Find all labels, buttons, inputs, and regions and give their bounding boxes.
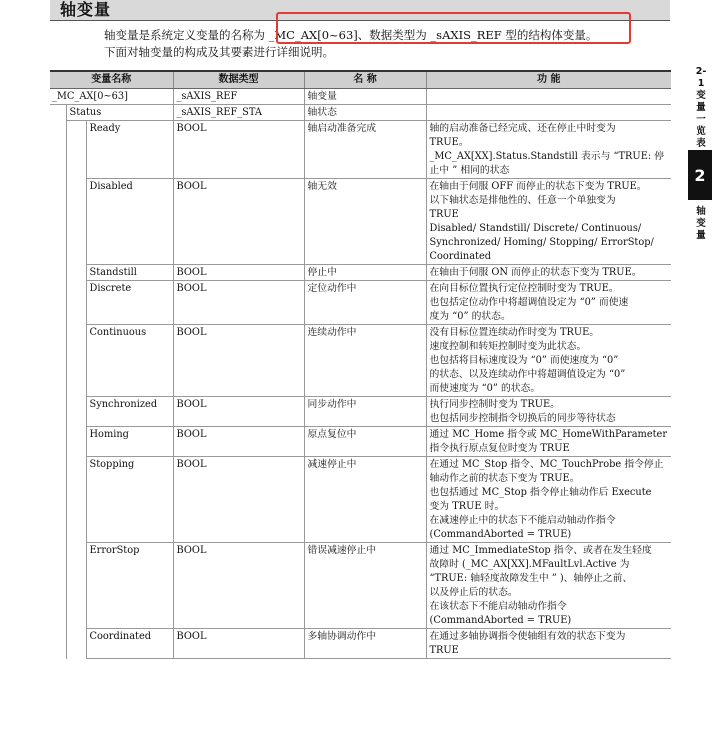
function-cell (426, 105, 671, 121)
function-line: 也包括将目标速度设为 “0” 而使速度为 “0” (429, 355, 619, 366)
header-function: 功 能 (426, 71, 671, 89)
function-line: (CommandAborted = TRUE) (429, 615, 572, 626)
function-line: _MC_AX[XX].Status.Standstill 表示与 “TRUE: 停 (429, 151, 665, 162)
function-line: 执行同步控制时变为 TRUE。 (429, 399, 560, 410)
table-row (50, 281, 671, 325)
indent-cell (50, 629, 66, 659)
data-type-cell: _sAXIS_REF (173, 89, 304, 105)
function-line: 通过 MC_Home 指令或 MC_HomeWithParameter (429, 429, 668, 440)
function-cell (426, 121, 671, 179)
indent-cell (66, 265, 86, 281)
data-type-cell: BOOL (173, 457, 304, 543)
function-line: 指令执行原点复位时变为 TRUE (429, 443, 570, 454)
function-cell (426, 427, 671, 457)
function-line: 轴动作之前的状态下变为 TRUE。 (429, 473, 580, 484)
axis-variable-table (50, 70, 671, 659)
data-type-cell: BOOL (173, 397, 304, 427)
variable-name-cell: Synchronized (86, 397, 173, 427)
indent-cell (66, 543, 86, 629)
data-type-cell: BOOL (173, 121, 304, 179)
name-cell: 轴无效 (304, 179, 426, 265)
table-row (50, 121, 671, 179)
function-line: 在轴由于伺服 ON 而停止的状态下变为 TRUE。 (429, 267, 642, 278)
function-line: 以及停止后的状态。 (429, 587, 518, 598)
header-name: 名 称 (304, 71, 426, 89)
indent-cell (66, 325, 86, 397)
table-row (50, 543, 671, 629)
table-header-row (50, 71, 671, 89)
function-cell (426, 281, 671, 325)
name-cell: 轴启动准备完成 (304, 121, 426, 179)
indent-cell (66, 629, 86, 659)
function-line: TRUE (429, 645, 459, 656)
sidebar-section-label: 轴变量 (696, 206, 706, 241)
function-line: 速度控制和转矩控制时变为此状态。 (429, 341, 587, 352)
data-type-cell: BOOL (173, 281, 304, 325)
variable-name-cell: Status (66, 105, 173, 121)
variable-name-cell: Stopping (86, 457, 173, 543)
name-cell: 定位动作中 (304, 281, 426, 325)
name-cell: 轴状态 (304, 105, 426, 121)
function-line: 在向目标位置执行定位控制时变为 TRUE。 (429, 283, 619, 294)
name-cell: 原点复位中 (304, 427, 426, 457)
function-line: 变为 TRUE 时。 (429, 501, 505, 512)
indent-cell (66, 281, 86, 325)
function-line: 在通过 MC_Stop 指令、MC_TouchProbe 指令停止 (429, 459, 664, 470)
function-cell (426, 179, 671, 265)
variable-name-cell: Continuous (86, 325, 173, 397)
variable-name-cell: Discrete (86, 281, 173, 325)
indent-cell (50, 543, 66, 629)
name-cell: 减速停止中 (304, 457, 426, 543)
variable-name-cell: Coordinated (86, 629, 173, 659)
name-cell: 同步动作中 (304, 397, 426, 427)
function-line: 而使速度为 “0” 的状态。 (429, 383, 541, 394)
section-title: 轴变量 (60, 0, 112, 19)
table-row (50, 325, 671, 397)
table-row (50, 105, 671, 121)
indent-cell (50, 325, 66, 397)
function-line: Coordinated (429, 251, 492, 262)
table-row (50, 265, 671, 281)
data-type-cell: BOOL (173, 325, 304, 397)
name-cell: 多轴协调动作中 (304, 629, 426, 659)
function-line: 在减速停止中的状态下不能启动轴动作指令 (429, 515, 616, 526)
data-type-cell: BOOL (173, 543, 304, 629)
data-type-cell: BOOL (173, 179, 304, 265)
table-row (50, 89, 671, 105)
data-type-cell: BOOL (173, 629, 304, 659)
variable-name-cell: Disabled (86, 179, 173, 265)
name-cell: 错误减速停止中 (304, 543, 426, 629)
data-type-cell: _sAXIS_REF_STA (173, 105, 304, 121)
function-cell (426, 265, 671, 281)
function-line: 在轴由于伺服 OFF 而停止的状态下变为 TRUE。 (429, 181, 647, 192)
data-type-cell: BOOL (173, 265, 304, 281)
table-row (50, 397, 671, 427)
table-row (50, 427, 671, 457)
function-line: 的状态、以及连续动作中将超调值设定为 “0” (429, 369, 626, 380)
function-cell (426, 543, 671, 629)
function-cell (426, 457, 671, 543)
function-line: 故障时 (_MC_AX[XX].MFaultLvl.Active 为 (429, 559, 630, 570)
function-line: 也包括定位动作中将超调值设定为 “0” 而使速 (429, 297, 629, 308)
function-line: 在通过多轴协调指令使轴组有效的状态下变为 (429, 631, 626, 642)
function-line: 也包括通过 MC_Stop 指令停止轴动作后 Execute (429, 487, 652, 498)
function-cell (426, 397, 671, 427)
function-line: 通过 MC_ImmediateStop 指令、或者在发生轻度 (429, 545, 652, 556)
function-line: 以下轴状态是排他性的、任意一个单独变为 (429, 195, 616, 206)
function-line: 在该状态下不能启动轴动作指令 (429, 601, 567, 612)
indent-cell (50, 427, 66, 457)
function-line: TRUE (429, 209, 459, 220)
function-cell (426, 89, 671, 105)
name-cell: 轴变量 (304, 89, 426, 105)
indent-cell (66, 121, 86, 179)
indent-cell (50, 265, 66, 281)
function-cell (426, 325, 671, 397)
function-line: 没有目标位置连续动作时变为 TRUE。 (429, 327, 600, 338)
header-data-type: 数据类型 (173, 71, 304, 89)
indent-cell (50, 105, 66, 121)
intro-line-2: 下面对轴变量的构成及其要素进行详细说明。 (104, 45, 334, 59)
indent-cell (50, 179, 66, 265)
indent-cell (66, 427, 86, 457)
function-cell (426, 629, 671, 659)
table-row (50, 629, 671, 659)
indent-cell (66, 179, 86, 265)
indent-cell (66, 397, 86, 427)
function-line: 也包括同步控制指令切换后的同步等待状态 (429, 413, 616, 424)
table-row (50, 457, 671, 543)
variable-name-cell: Standstill (86, 265, 173, 281)
function-line: 轴的启动准备已经完成、还在停止中时变为 (429, 123, 616, 134)
indent-cell (50, 397, 66, 427)
function-line: “TRUE: 轴轻度故障发生中 ” )、轴停止之前、 (429, 573, 633, 584)
name-cell: 连续动作中 (304, 325, 426, 397)
indent-cell (66, 457, 86, 543)
header-variable-name: 变量名称 (50, 71, 173, 89)
variable-name-cell: Homing (86, 427, 173, 457)
indent-cell (50, 121, 66, 179)
chapter-number-badge: 2 (688, 150, 712, 200)
indent-cell (50, 281, 66, 325)
indent-cell (50, 457, 66, 543)
function-line: 度为 “0” 的状态。 (429, 311, 511, 322)
function-line: Disabled/ Standstill/ Discrete/ Continuous/ (429, 223, 642, 234)
function-line: (CommandAborted = TRUE) (429, 529, 572, 540)
function-line: 止中 ” 相同的状态 (429, 165, 510, 176)
variable-name-cell: _MC_AX[0~63] (50, 89, 173, 105)
function-line: Synchronized/ Homing/ Stopping/ ErrorStop/ (429, 237, 654, 248)
variable-name-cell: ErrorStop (86, 543, 173, 629)
data-type-cell: BOOL (173, 427, 304, 457)
function-line: TRUE。 (429, 137, 469, 148)
sidebar-chapter-label: 2-1 变量一览表 (695, 66, 707, 149)
intro-line-1: 轴变量是系统定义变量的名称为 _MC_AX[0~63]、数据类型为 _sAXIS_REF 型的结构体变量。 (104, 28, 598, 42)
table-body (50, 89, 671, 659)
highlight-box (276, 12, 631, 44)
name-cell: 停止中 (304, 265, 426, 281)
table-row (50, 179, 671, 265)
variable-name-cell: Ready (86, 121, 173, 179)
